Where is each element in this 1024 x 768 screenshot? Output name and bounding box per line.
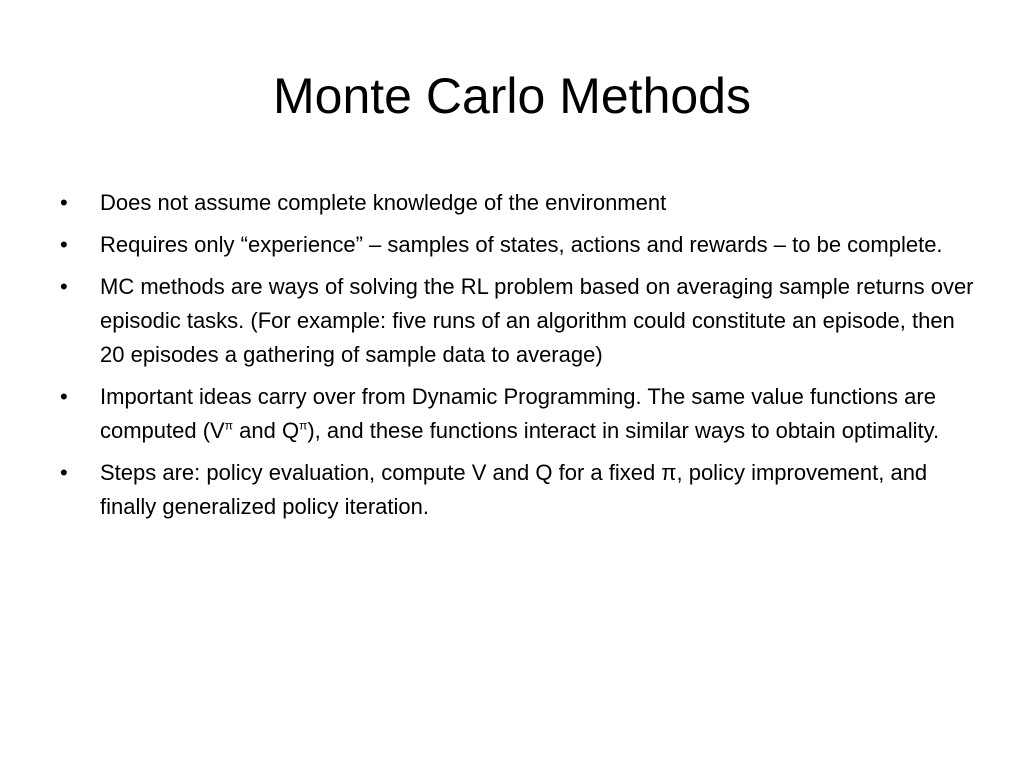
bullet-dot-icon: • (60, 274, 68, 299)
bullet-item (60, 186, 980, 220)
bullet-item (60, 270, 980, 372)
bullet-text: Steps are: policy evaluation, compute V and Q for a fixed π, policy improvement, and finally generalized policy iteration. (100, 460, 928, 519)
bullet-item (60, 380, 980, 448)
bullet-text-part: Important ideas carry over from Dynamic Programming. The same value functions are computed (V (100, 384, 936, 443)
bullet-text: Requires only “experience” – samples of states, actions and rewards – to be complete. (100, 232, 943, 257)
bullet-dot-icon: • (60, 384, 68, 409)
bullet-text (100, 384, 939, 443)
bullet-text: Does not assume complete knowledge of the environment (100, 190, 667, 215)
bullet-dot-icon: • (60, 190, 68, 215)
bullet-text-part: ), and these functions interact in similar ways to obtain optimality. (307, 418, 940, 443)
bullet-text: MC methods are ways of solving the RL problem based on averaging sample returns over episodic tasks. (For example: five runs of an algorithm could constitute an episode, then 20 episodes a gathering of sample data to average) (100, 274, 974, 367)
bullet-item (60, 228, 980, 262)
superscript-pi: π (224, 418, 234, 433)
bullet-item (60, 456, 980, 524)
bullet-list (60, 186, 980, 532)
bullet-dot-icon: • (60, 460, 68, 485)
slide-title: Monte Carlo Methods (272, 68, 751, 124)
bullet-text-part: and Q (233, 418, 300, 443)
superscript-pi: π (299, 418, 308, 433)
bullet-dot-icon: • (60, 232, 68, 257)
